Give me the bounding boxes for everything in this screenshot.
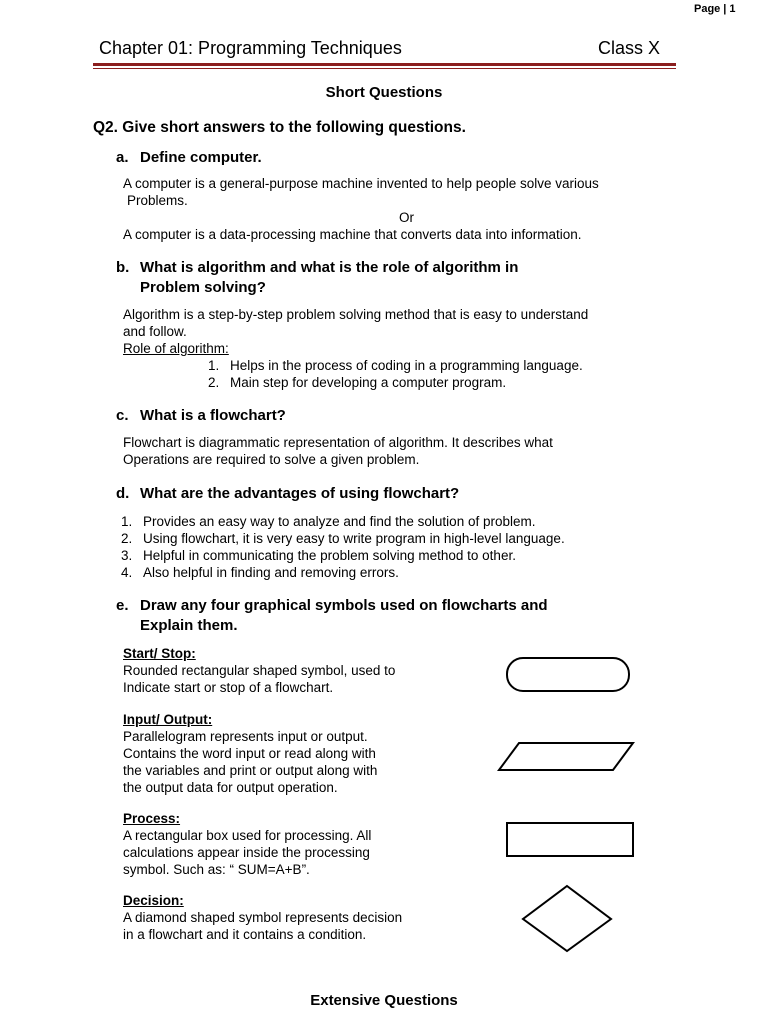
answer-line: and follow. — [123, 324, 187, 339]
subquestion-title: What is a flowchart? — [140, 407, 286, 424]
process-symbol-icon — [505, 821, 636, 859]
subquestion-letter: b. — [116, 259, 130, 276]
subquestion-title-cont: Explain them. — [140, 617, 238, 634]
subquestion-d — [116, 484, 459, 504]
role-label: Role of algorithm: — [123, 341, 229, 356]
subquestion-letter: c. — [116, 407, 129, 424]
parallelogram-symbol-icon — [497, 740, 637, 774]
symbol-name: Start/ Stop: — [123, 646, 196, 661]
list-item: 1. Provides an easy way to analyze and find the solution of problem. — [121, 514, 536, 529]
subquestion-b — [116, 258, 518, 298]
symbol-desc-line: Rounded rectangular shaped symbol, used to — [123, 663, 396, 678]
answer-b — [123, 306, 683, 391]
terminator-symbol-icon — [505, 656, 633, 694]
subquestion-title: What are the advantages of using flowchart? — [140, 485, 460, 502]
list-item: 1. Helps in the process of coding in a programming language. — [208, 358, 583, 373]
symbol-process — [123, 810, 493, 878]
subquestion-letter: d. — [116, 485, 130, 502]
symbol-input-output — [123, 711, 493, 796]
list-item: 2. Main step for developing a computer program. — [208, 375, 507, 390]
subquestion-title: Define computer. — [140, 149, 262, 166]
role-list — [123, 357, 683, 391]
list-item: 4. Also helpful in finding and removing errors. — [121, 565, 399, 580]
advantages-list — [121, 513, 681, 581]
symbol-desc-line: calculations appear inside the processing — [123, 845, 370, 860]
answer-a — [123, 175, 683, 243]
diamond-symbol-icon — [520, 884, 614, 954]
symbol-desc-line: the variables and print or output along with — [123, 763, 378, 778]
class-label: Class X — [598, 38, 661, 58]
symbol-desc-line: symbol. Such as: “ SUM=A+B”. — [123, 862, 310, 877]
answer-line: Algorithm is a step-by-step problem solving method that is easy to understand — [123, 307, 589, 322]
header-rule-thick — [93, 63, 676, 66]
or-separator: Or — [399, 210, 414, 225]
subquestion-letter: a. — [116, 149, 129, 166]
page-number-value: 1 — [729, 3, 736, 15]
subquestion-c — [116, 406, 286, 426]
answer-d — [121, 513, 681, 581]
header-rule-thin — [93, 68, 676, 69]
chapter-title: Chapter 01: Programming Techniques — [99, 38, 402, 58]
subquestion-title: Draw any four graphical symbols used on flowcharts and — [140, 597, 548, 614]
section-title: Short Questions — [325, 84, 443, 101]
answer-c — [123, 434, 683, 468]
page-number — [694, 3, 736, 15]
symbol-name: Decision: — [123, 893, 184, 908]
answer-line: A computer is a data-processing machine that converts data into information. — [123, 227, 582, 242]
symbol-decision — [123, 892, 493, 943]
symbol-desc-line: in a flowchart and it contains a condition. — [123, 927, 367, 942]
subquestion-title: What is algorithm and what is the role of algorithm in — [140, 259, 519, 276]
subquestion-title-cont: Problem solving? — [140, 279, 266, 296]
subquestion-letter: e. — [116, 597, 129, 614]
symbol-desc-line: A diamond shaped symbol represents decision — [123, 910, 403, 925]
page-label: Page — [694, 3, 721, 15]
question-title: Q2. Give short answers to the following questions. — [93, 119, 466, 136]
symbol-desc-line: Parallelogram represents input or output. — [123, 729, 368, 744]
list-item: 3. Helpful in communicating the problem solving method to other. — [121, 548, 516, 563]
subquestion-e — [116, 596, 548, 636]
page-separator: | — [723, 3, 727, 15]
symbol-name: Process: — [123, 811, 181, 826]
subquestion-a — [116, 148, 262, 168]
extensive-questions-title: Extensive Questions — [310, 992, 458, 1009]
answer-line: Operations are required to solve a given problem. — [123, 452, 420, 467]
symbol-desc-line: Contains the word input or read along with — [123, 746, 376, 761]
answer-line: A computer is a general-purpose machine invented to help people solve various — [123, 176, 599, 191]
answer-line: Problems. — [127, 193, 188, 208]
list-item: 2. Using flowchart, it is very easy to write program in high-level language. — [121, 531, 565, 546]
symbol-desc-line: Indicate start or stop of a flowchart. — [123, 680, 334, 695]
answer-line: Flowchart is diagrammatic representation of algorithm. It describes what — [123, 435, 553, 450]
symbol-name: Input/ Output: — [123, 712, 213, 727]
symbol-start-stop — [123, 645, 493, 696]
symbol-desc-line: the output data for output operation. — [123, 780, 338, 795]
symbol-desc-line: A rectangular box used for processing. All — [123, 828, 372, 843]
